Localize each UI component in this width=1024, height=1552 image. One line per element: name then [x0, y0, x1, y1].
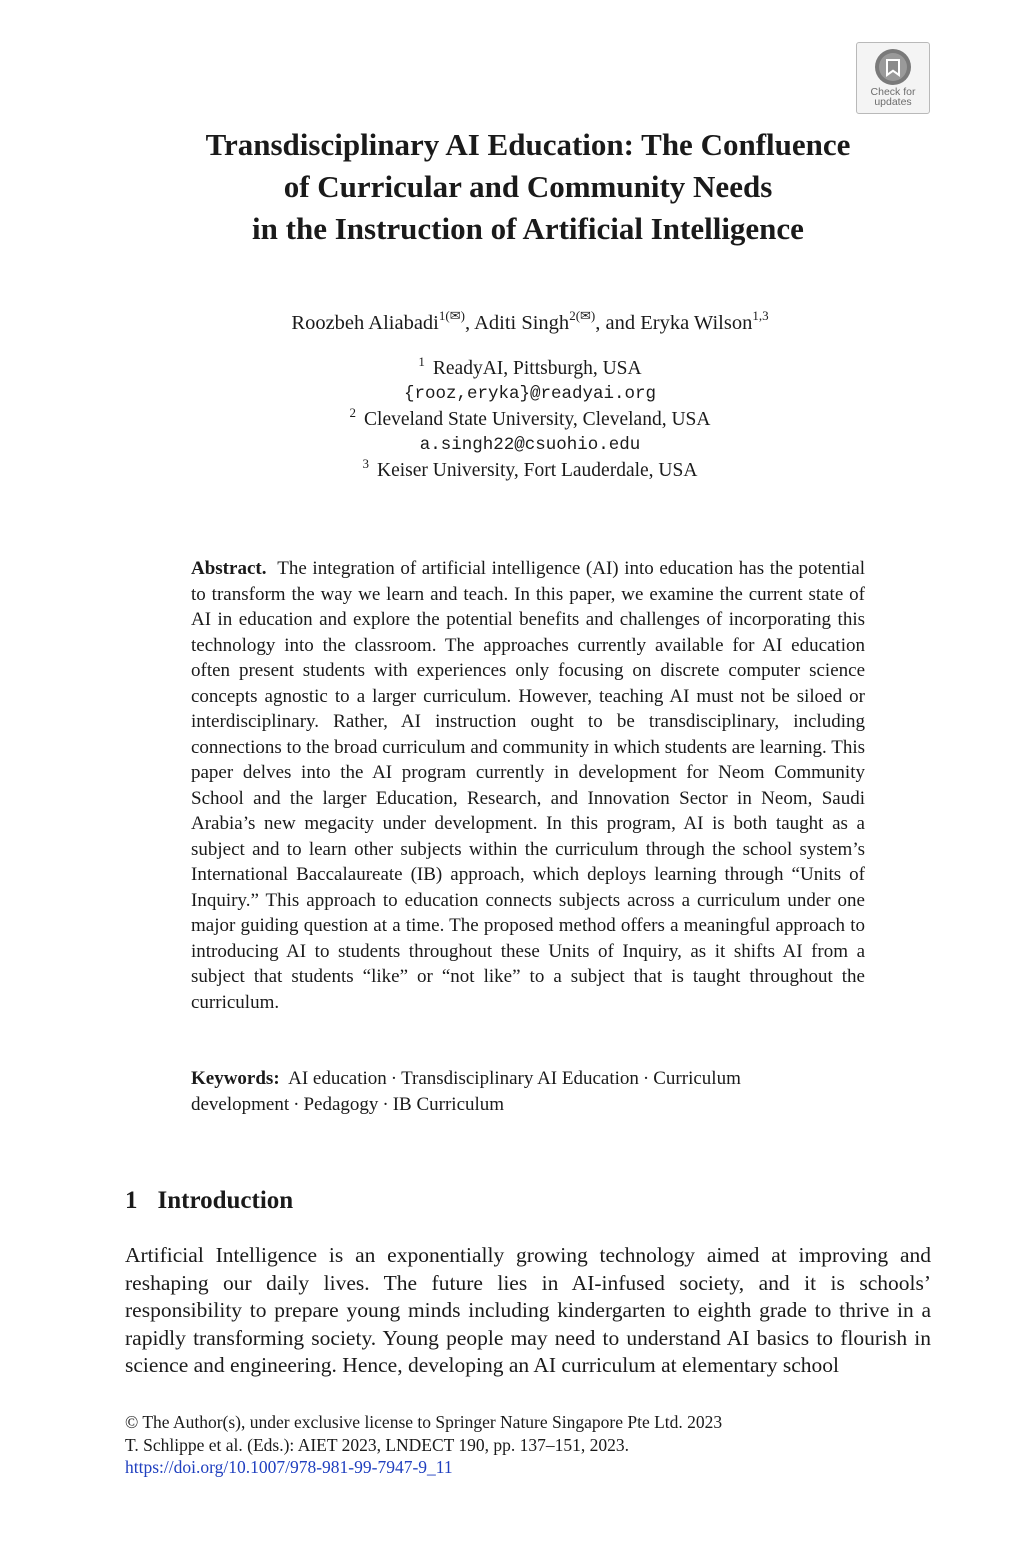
affiliation-email: {rooz,eryka}@readyai.org [403, 383, 657, 404]
keyword: AI education [288, 1068, 387, 1089]
affiliation-text: Cleveland State University, Cleveland, USA [364, 409, 711, 430]
keyword: IB Curriculum [392, 1094, 505, 1115]
affiliation-list [0, 356, 1024, 484]
keyword-separator: · [390, 1068, 398, 1089]
paper-title [100, 124, 956, 250]
copyright-notice: © The Author(s), under exclusive license to Springer Nature Singapore Pte Ltd. 2023 [125, 1412, 723, 1432]
keywords-label: Keywords: [191, 1068, 280, 1089]
footer [125, 1411, 722, 1479]
author-affiliation-mark: 1(✉) [438, 308, 465, 323]
affiliation-number: 2 [349, 405, 357, 420]
badge-line-1: Check for [870, 86, 916, 98]
title-line-1: Transdisciplinary AI Education: The Confluence [205, 127, 851, 162]
affiliation-text: Keiser University, Fort Lauderdale, USA [377, 460, 698, 481]
section-heading [125, 1183, 293, 1219]
affiliation [0, 407, 1024, 433]
check-for-updates-badge[interactable] [856, 42, 930, 114]
keywords [191, 1066, 865, 1118]
abstract-label: Abstract. [191, 558, 267, 579]
section-number: 1 [125, 1187, 138, 1214]
keyword-separator: · [642, 1068, 650, 1089]
affiliation-email: a.singh22@csuohio.edu [419, 434, 641, 455]
keyword-separator: · [382, 1094, 389, 1115]
affiliation-text: ReadyAI, Pittsburgh, USA [432, 358, 642, 379]
keyword-separator: · [293, 1094, 300, 1115]
title-line-3: in the Instruction of Artificial Intelligence [252, 211, 804, 246]
affiliation [0, 356, 1024, 382]
author-list [0, 308, 1024, 338]
doi-link[interactable]: https://doi.org/10.1007/978-981-99-7947-9_11 [125, 1457, 453, 1477]
title-line-2: of Curricular and Community Needs [283, 169, 773, 204]
affiliation-number: 3 [362, 456, 370, 471]
author-name: Eryka Wilson [640, 312, 753, 334]
citation: T. Schlippe et al. (Eds.): AIET 2023, LNDECT 190, pp. 137–151, 2023. [125, 1434, 630, 1455]
introduction-paragraph: Artificial Intelligence is an exponentially growing technology aimed at improving and reshaping our daily lives. The future lies in AI-infused society, and it is schools’ responsibility to prepare young minds including kindergarten to eighth grade to thrive in a rapidly transforming society. Young people may need to understand AI basics to flourish in science and engineering. Hence, developing an AI curriculum at elementary school [125, 1243, 931, 1377]
author-name: Roozbeh Aliabadi [291, 312, 439, 334]
author-separator: , [464, 312, 475, 334]
abstract [191, 556, 865, 1015]
author-separator: , and [595, 312, 641, 334]
keyword: Curriculum development [191, 1068, 741, 1115]
author-name: Aditi Singh [474, 312, 570, 334]
author-affiliation-mark: 1,3 [752, 308, 769, 323]
badge-line-2: updates [874, 96, 912, 108]
keyword: Pedagogy [303, 1094, 379, 1115]
affiliation-number: 1 [418, 354, 425, 369]
section-title: Introduction [157, 1187, 294, 1214]
affiliation [0, 458, 1024, 484]
abstract-text: The integration of artificial intelligence (AI) into education has the potential to transform the way we learn and teach. In this paper, we examine the current state of AI in education and explore the potential benefits and challenges of incorporating this technology into the classroom. The approaches currently available for AI education often present students with experiences only focusing on discrete computer science concepts agnostic to a larger curriculum. However, teaching AI must not be siloed or interdisciplinary. Rather, AI instruction ought to be transdisciplinary, including connections to the broad curriculum and community in which students are learning. This paper delves into the AI program currently in development for Neom Community School and the larger Education, Research, and Innovation Sector in Neom, Saudi Arabia’s new megacity under development. In this program, AI is both taught as a subject and to learn other subjects within the curriculum through the school system’s International Baccalaureate (IB) approach, which deploys learning through “Units of Inquiry.” This approach to education connects subjects across a curriculum under one major guiding question at a time. The proposed method offers a meaningful approach to introducing AI to students throughout these Units of Inquiry, as it shifts AI from a subject that students “like” or “not like” to a subject that is taught throughout the curriculum. [191, 558, 865, 1013]
check-for-updates-icon [873, 47, 913, 87]
author-affiliation-mark: 2(✉) [569, 308, 596, 323]
keyword: Transdisciplinary AI Education [401, 1068, 639, 1089]
